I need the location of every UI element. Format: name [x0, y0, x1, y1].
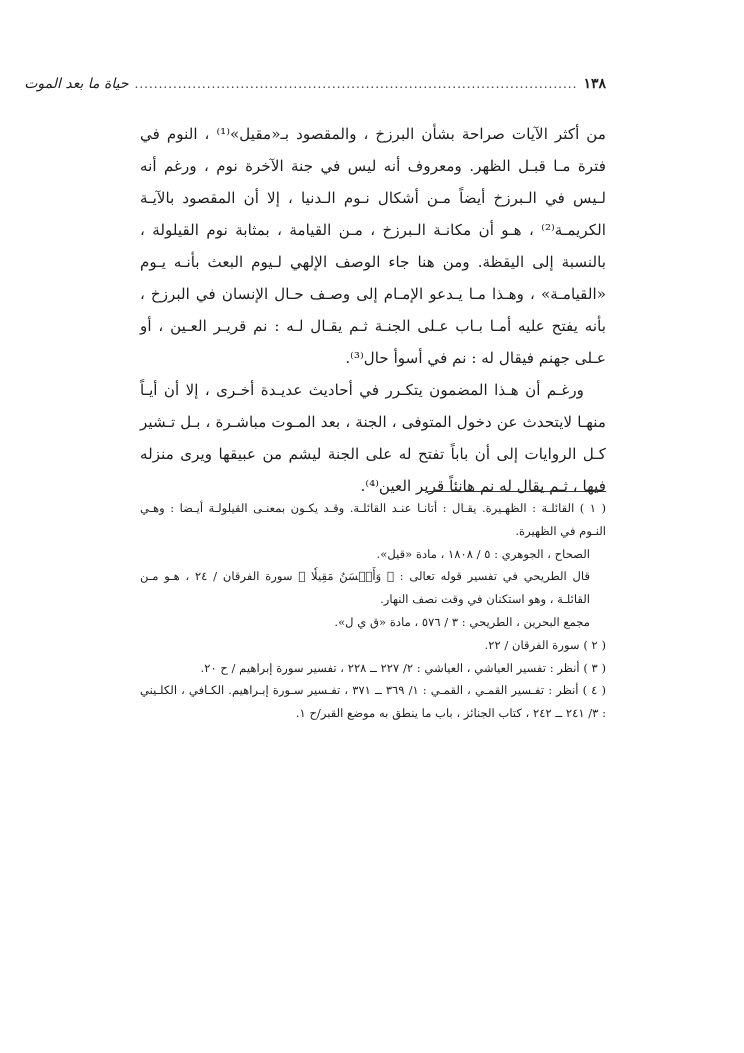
body-paragraph-2: ورغـم أن هـذا المضمون يتكـرر في أحاديث عديـدة أخـرى ، إلا أن أيـاً منهـا لايتحدث عن دخول المتوفى ، الجنة ، بعد المـوت مباشـرة ، بـل تـشير كـل الروايات إلى أن باباً تفتح له على الجنة ليشم من عبيقها ويرى منزله فيها ، ثـم يقال له نم هانئاً قرير العين⁽⁴⁾. — [140, 381, 606, 495]
footnote-divider — [426, 491, 606, 492]
header-leader-dots: ............................................................................................ — [134, 77, 578, 91]
main-text — [140, 118, 606, 502]
page-number: ١٣٨ — [583, 76, 606, 92]
body-paragraph-1: من أكثر الآيات صراحة بشأن البرزخ ، والمقصود بـ«مقيل»⁽¹⁾ ، النوم في فترة مـا قبـل الظهر. ومعروف أنه ليس في جنة الآخرة نوم ، ورغم أنه لـيس في الـبرزخ أيضاً مـن أشكال نـوم الـدنيا ، إلا أن المقصود بالآيـة الكريمـة⁽²⁾ ، هـو أن مكانـة الـبرزخ ، مـن القيامة ، بمثابة نوم القيلولة ، بالنسبة إلى اليقظة. ومن هنا جاء الوصف الإلهي لـيوم البعث بأنـه يـوم «القيامـة» ، وهـذا مـا يـدعو الإمـام إلى وصـف حـال الإنسان في البرزخ ، بأنه يفتح عليه أمـا بـاب عـلى الجنـة ثـم يقـال لـه : نم قريـر العـين ، أو عـلى جهنم فيقال له : نم في أسوأ حال⁽³⁾. — [140, 125, 606, 367]
footnotes — [140, 497, 606, 725]
footnote-4: ( ٤ ) أنظر : تفـسير القمـي ، القمـي : ١/ ٣٦٩ ــ ٣٧١ ، تفـسير سـورة إبـراهيم. الكـافي ، الكلـيني : ٣/ ٢٤١ ــ ٢٤٢ ، كتاب الجنائز ، باب ما ينطق به موضع القبر/ح ١. — [140, 683, 606, 721]
running-title: حياة ما بعد الموت — [24, 76, 129, 92]
footnote-1-quote: قال الطريحي في تفسير قوله تعالى : ﴿ وَأَحۡسَنُ مَقِيلٗا ﴾ سورة الفرقان / ٢٤ ، هـو مـن القائلـة ، وهو استكنان في وقت نصف النهار. — [140, 569, 591, 607]
footnote-1-source-2: مجمع البحرين ، الطريحي : ٣ / ٥٧٦ ، مادة «ق ي ل». — [334, 614, 590, 629]
footnote-1-source-1: الصحاح ، الجوهري : ٥ / ١٨٠٨ ، مادة «قيل». — [376, 546, 590, 561]
footnote-1: ( ١ ) القائلـة : الظهـيرة. يقـال : أتانـا عنـد القائلـة. وقـد يكـون بمعنـى القيلولـة أيـضا : وهـي النـوم في الظهيرة. — [140, 501, 606, 538]
footnote-2: ( ٢ ) سورة الفرقان / ٢٢. — [484, 637, 606, 652]
footnote-3: ( ٣ ) أنظر : تفسير العياشي ، العياشي : ٢/ ٢٢٧ ــ ٢٢٨ ، تفسير سورة إبراهيم / ح ٢٠. — [200, 660, 606, 675]
page-header — [24, 72, 606, 96]
